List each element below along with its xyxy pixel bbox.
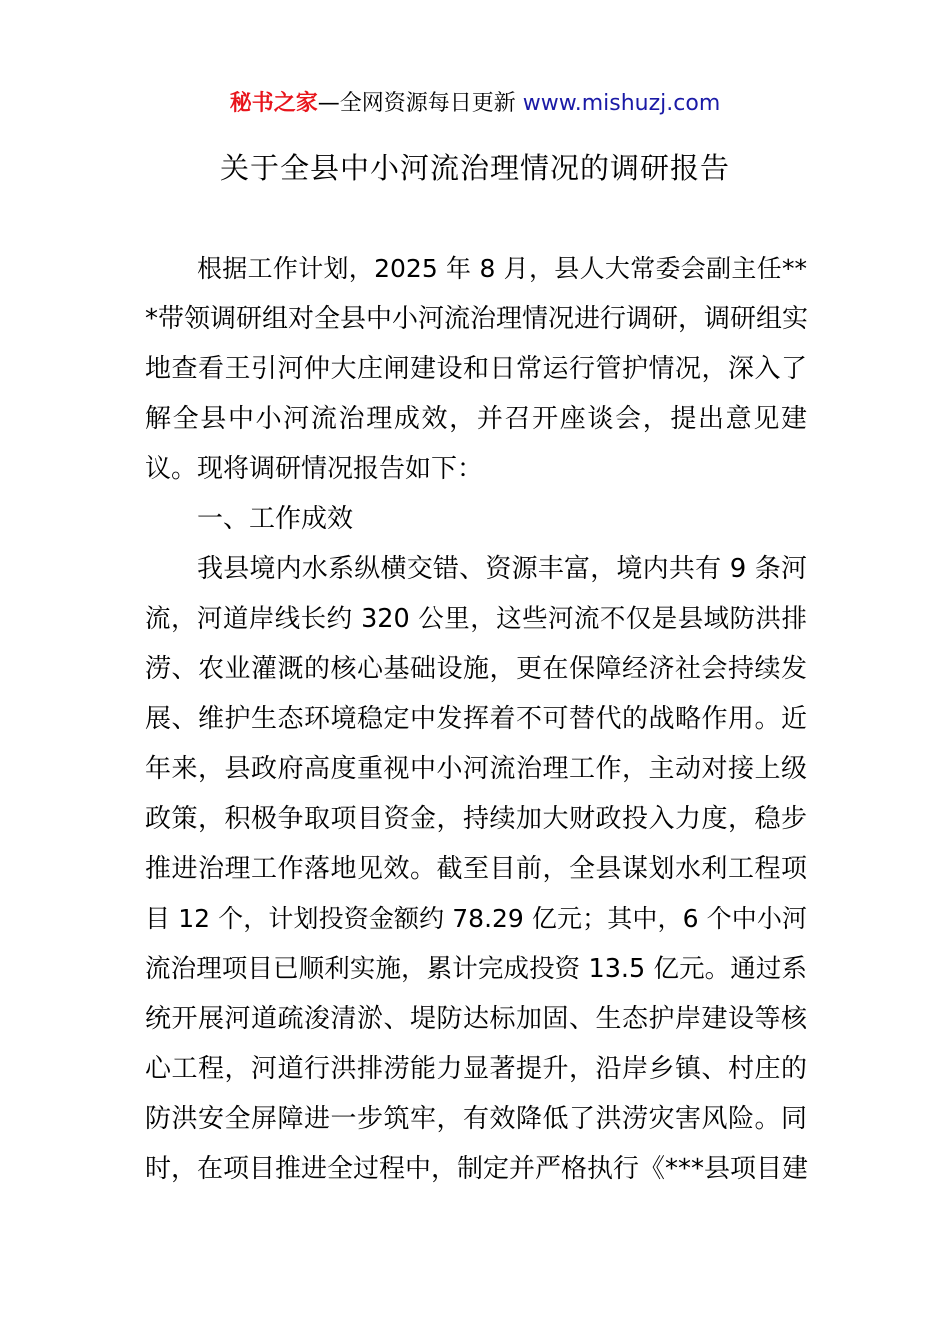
paragraph-line: 地查看王引河仲大庄闸建设和日常运行管护情况，深入了 [145,354,807,384]
section-heading: 一、工作成效 [197,504,354,534]
paragraph-line: *带领调研组对全县中小河流治理情况进行调研，调研组实 [145,304,809,334]
paragraph-line: 解全县中小河流治理成效，并召开座谈会，提出意见建 [145,404,807,434]
paragraph-line: 目 12 个，计划投资金额约 78.29 亿元；其中，6 个中小河 [145,904,807,933]
paragraph-line: 推进治理工作落地见效。截至目前，全县谋划水利工程项 [145,854,807,884]
paragraph-line: 展、维护生态环境稳定中发挥着不可替代的战略作用。近 [145,704,807,734]
paragraph-line: 年来，县政府高度重视中小河流治理工作，主动对接上级 [145,754,807,784]
paragraph-line: 涝、农业灌溉的核心基础设施，更在保障经济社会持续发 [145,654,807,684]
paragraph-line: 流，河道岸线长约 320 公里，这些河流不仅是县域防洪排 [145,604,807,634]
paragraph-line: 时，在项目推进全过程中，制定并严格执行《***县项目建 [145,1154,809,1184]
paragraph-line: 我县境内水系纵横交错、资源丰富，境内共有 9 条河 [197,554,807,584]
site-header [0,88,950,120]
paragraph-line: 流治理项目已顺利实施，累计完成投资 13.5 亿元。通过系 [145,954,807,984]
paragraph-line: 根据工作计划，2025 年 8 月，县人大常委会副主任** [197,254,807,283]
brand-name: 秘书之家 [229,91,318,116]
paragraph-line: 政策，积极争取项目资金，持续加大财政投入力度，稳步 [145,804,807,834]
document-body [145,244,807,1194]
paragraph-line: 统开展河道疏浚清淤、堤防达标加固、生态护岸建设等核 [145,1004,807,1034]
header-tagline: —全网资源每日更新 [317,91,523,116]
paragraph-line: 议。现将调研情况报告如下： [145,454,484,484]
paragraph-line: 心工程，河道行洪排涝能力显著提升，沿岸乡镇、村庄的 [145,1054,807,1084]
document-title: 关于全县中小河流治理情况的调研报告 [219,151,730,185]
site-url: www.mishuzj.com [522,91,721,116]
paragraph-line: 防洪安全屏障进一步筑牢，有效降低了洪涝灾害风险。同 [145,1104,807,1134]
